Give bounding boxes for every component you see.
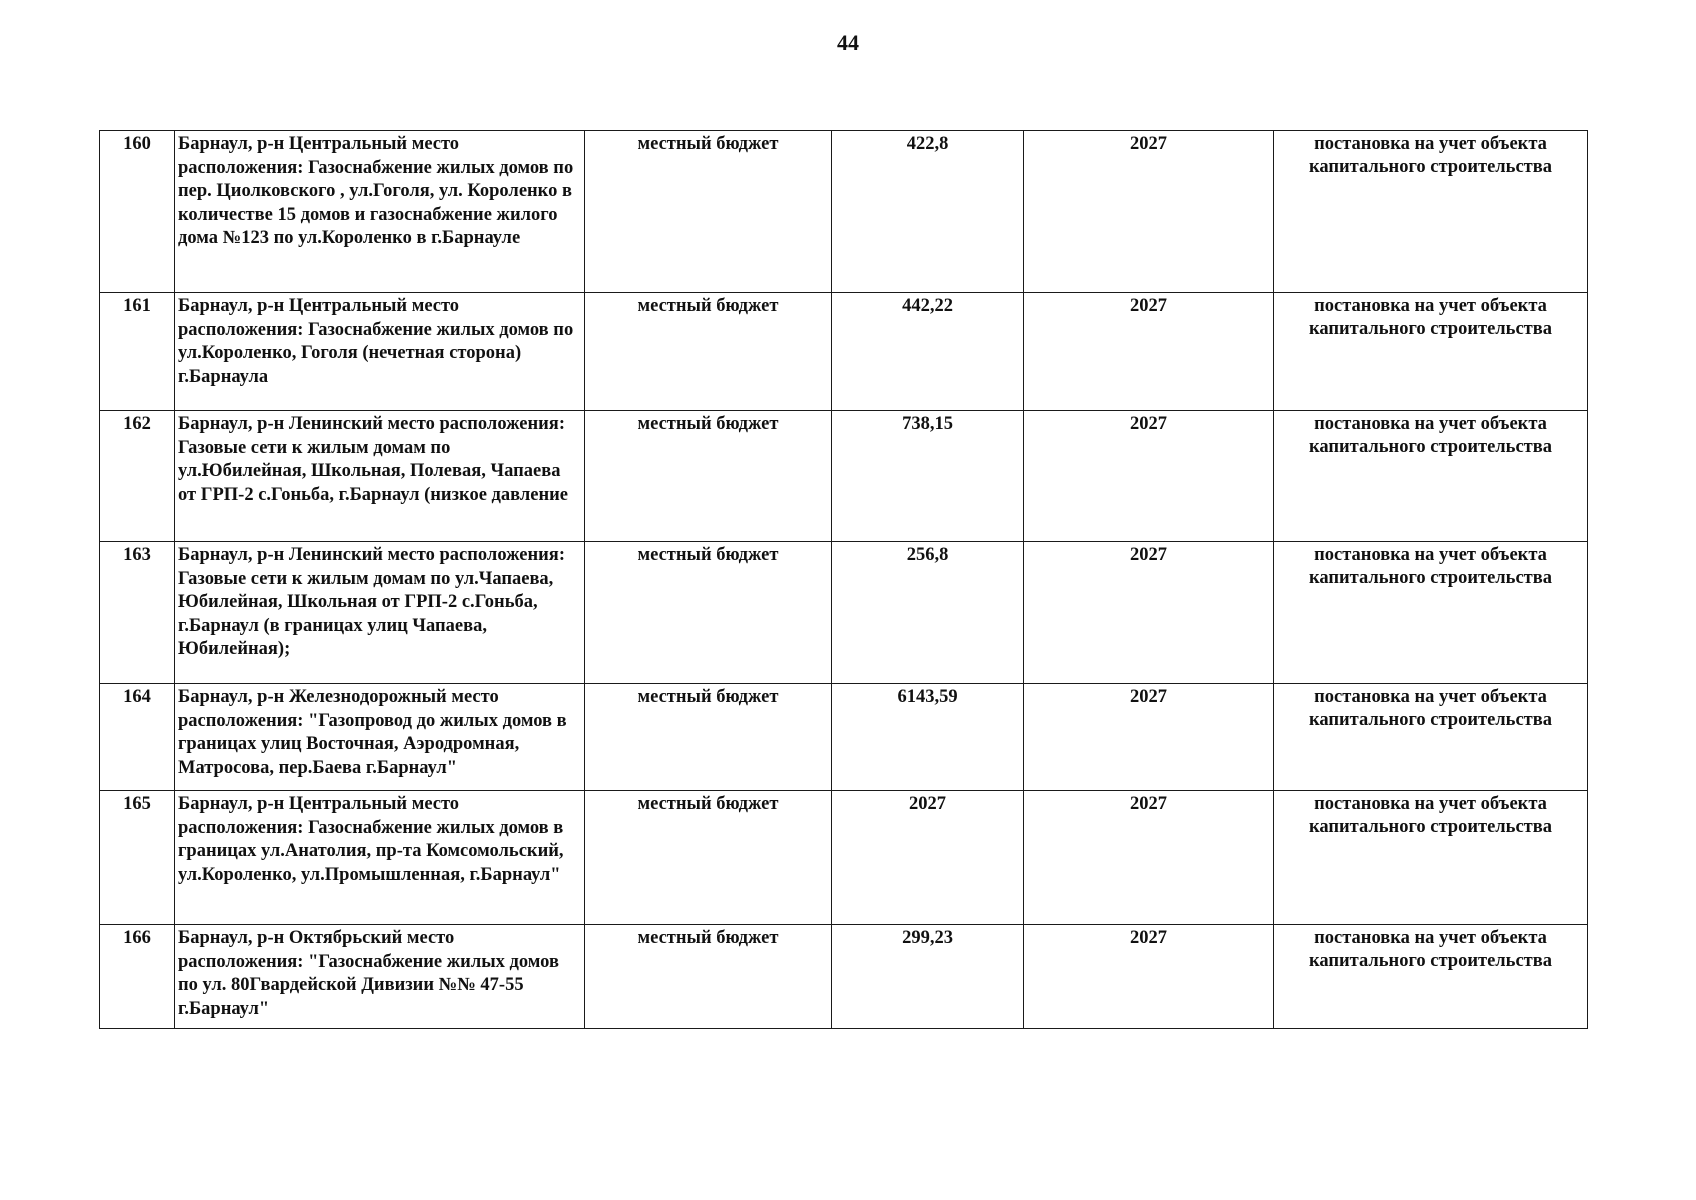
page-number: 44 [837,30,859,55]
table-row [100,791,1588,925]
note: постановка на учет объекта капитального строительства [1274,411,1588,542]
table-row [100,542,1588,684]
row-number: 160 [100,131,175,293]
amount: 299,23 [832,925,1024,1029]
object-description: Барнаул, р-н Ленинский место расположения: Газовые сети к жилым домам по ул.Юбилейная, Школьная, Полевая, Чапаева от ГРП-2 с.Гоньба, г.Барнаул (низкое давление [175,411,585,542]
row-number: 163 [100,542,175,684]
object-description: Барнаул, р-н Центральный место расположения: Газоснабжение жилых домов в границах ул.Анатолия, пр-та Комсомольский, ул.Короленко, ул.Промышленная, г.Барнаул" [175,791,585,925]
object-description: Барнаул, р-н Ленинский место расположения: Газовые сети к жилым домам по ул.Чапаева, Юбилейная, Школьная от ГРП-2 с.Гоньба, г.Барнаул (в границах улиц Чапаева, Юбилейная); [175,542,585,684]
amount: 738,15 [832,411,1024,542]
year: 2027 [1024,293,1274,411]
objects-table [99,130,1588,1029]
table-row [100,293,1588,411]
row-number: 164 [100,684,175,791]
object-description: Барнаул, р-н Железнодорожный место расположения: "Газопровод до жилых домов в границах улиц Восточная, Аэродромная, Матросова, пер.Баева г.Барнаул" [175,684,585,791]
year: 2027 [1024,542,1274,684]
funding-source: местный бюджет [585,131,832,293]
note: постановка на учет объекта капитального строительства [1274,925,1588,1029]
amount: 256,8 [832,542,1024,684]
funding-source: местный бюджет [585,684,832,791]
note: постановка на учет объекта капитального строительства [1274,131,1588,293]
funding-source: местный бюджет [585,542,832,684]
row-number: 165 [100,791,175,925]
amount: 442,22 [832,293,1024,411]
row-number: 162 [100,411,175,542]
row-number: 161 [100,293,175,411]
object-description: Барнаул, р-н Октябрьский место расположения: "Газоснабжение жилых домов по ул. 80Гвардейской Дивизии №№ 47-55 г.Барнаул" [175,925,585,1029]
year: 2027 [1024,791,1274,925]
year: 2027 [1024,131,1274,293]
object-description: Барнаул, р-н Центральный место расположения: Газоснабжение жилых домов по ул.Короленко, Гоголя (нечетная сторона) г.Барнаула [175,293,585,411]
object-description: Барнаул, р-н Центральный место расположения: Газоснабжение жилых домов по пер. Циолковского , ул.Гоголя, ул. Короленко в количестве 15 домов и газоснабжение жилого дома №123 по ул.Короленко в г.Барнауле [175,131,585,293]
amount: 422,8 [832,131,1024,293]
table-row [100,684,1588,791]
year: 2027 [1024,411,1274,542]
table-row [100,925,1588,1029]
funding-source: местный бюджет [585,925,832,1029]
note: постановка на учет объекта капитального строительства [1274,684,1588,791]
amount: 2027 [832,791,1024,925]
table-row [100,131,1588,293]
funding-source: местный бюджет [585,293,832,411]
funding-source: местный бюджет [585,791,832,925]
table-row [100,411,1588,542]
amount: 6143,59 [832,684,1024,791]
year: 2027 [1024,684,1274,791]
note: постановка на учет объекта капитального строительства [1274,542,1588,684]
funding-source: местный бюджет [585,411,832,542]
year: 2027 [1024,925,1274,1029]
note: постановка на учет объекта капитального строительства [1274,293,1588,411]
row-number: 166 [100,925,175,1029]
note: постановка на учет объекта капитального строительства [1274,791,1588,925]
